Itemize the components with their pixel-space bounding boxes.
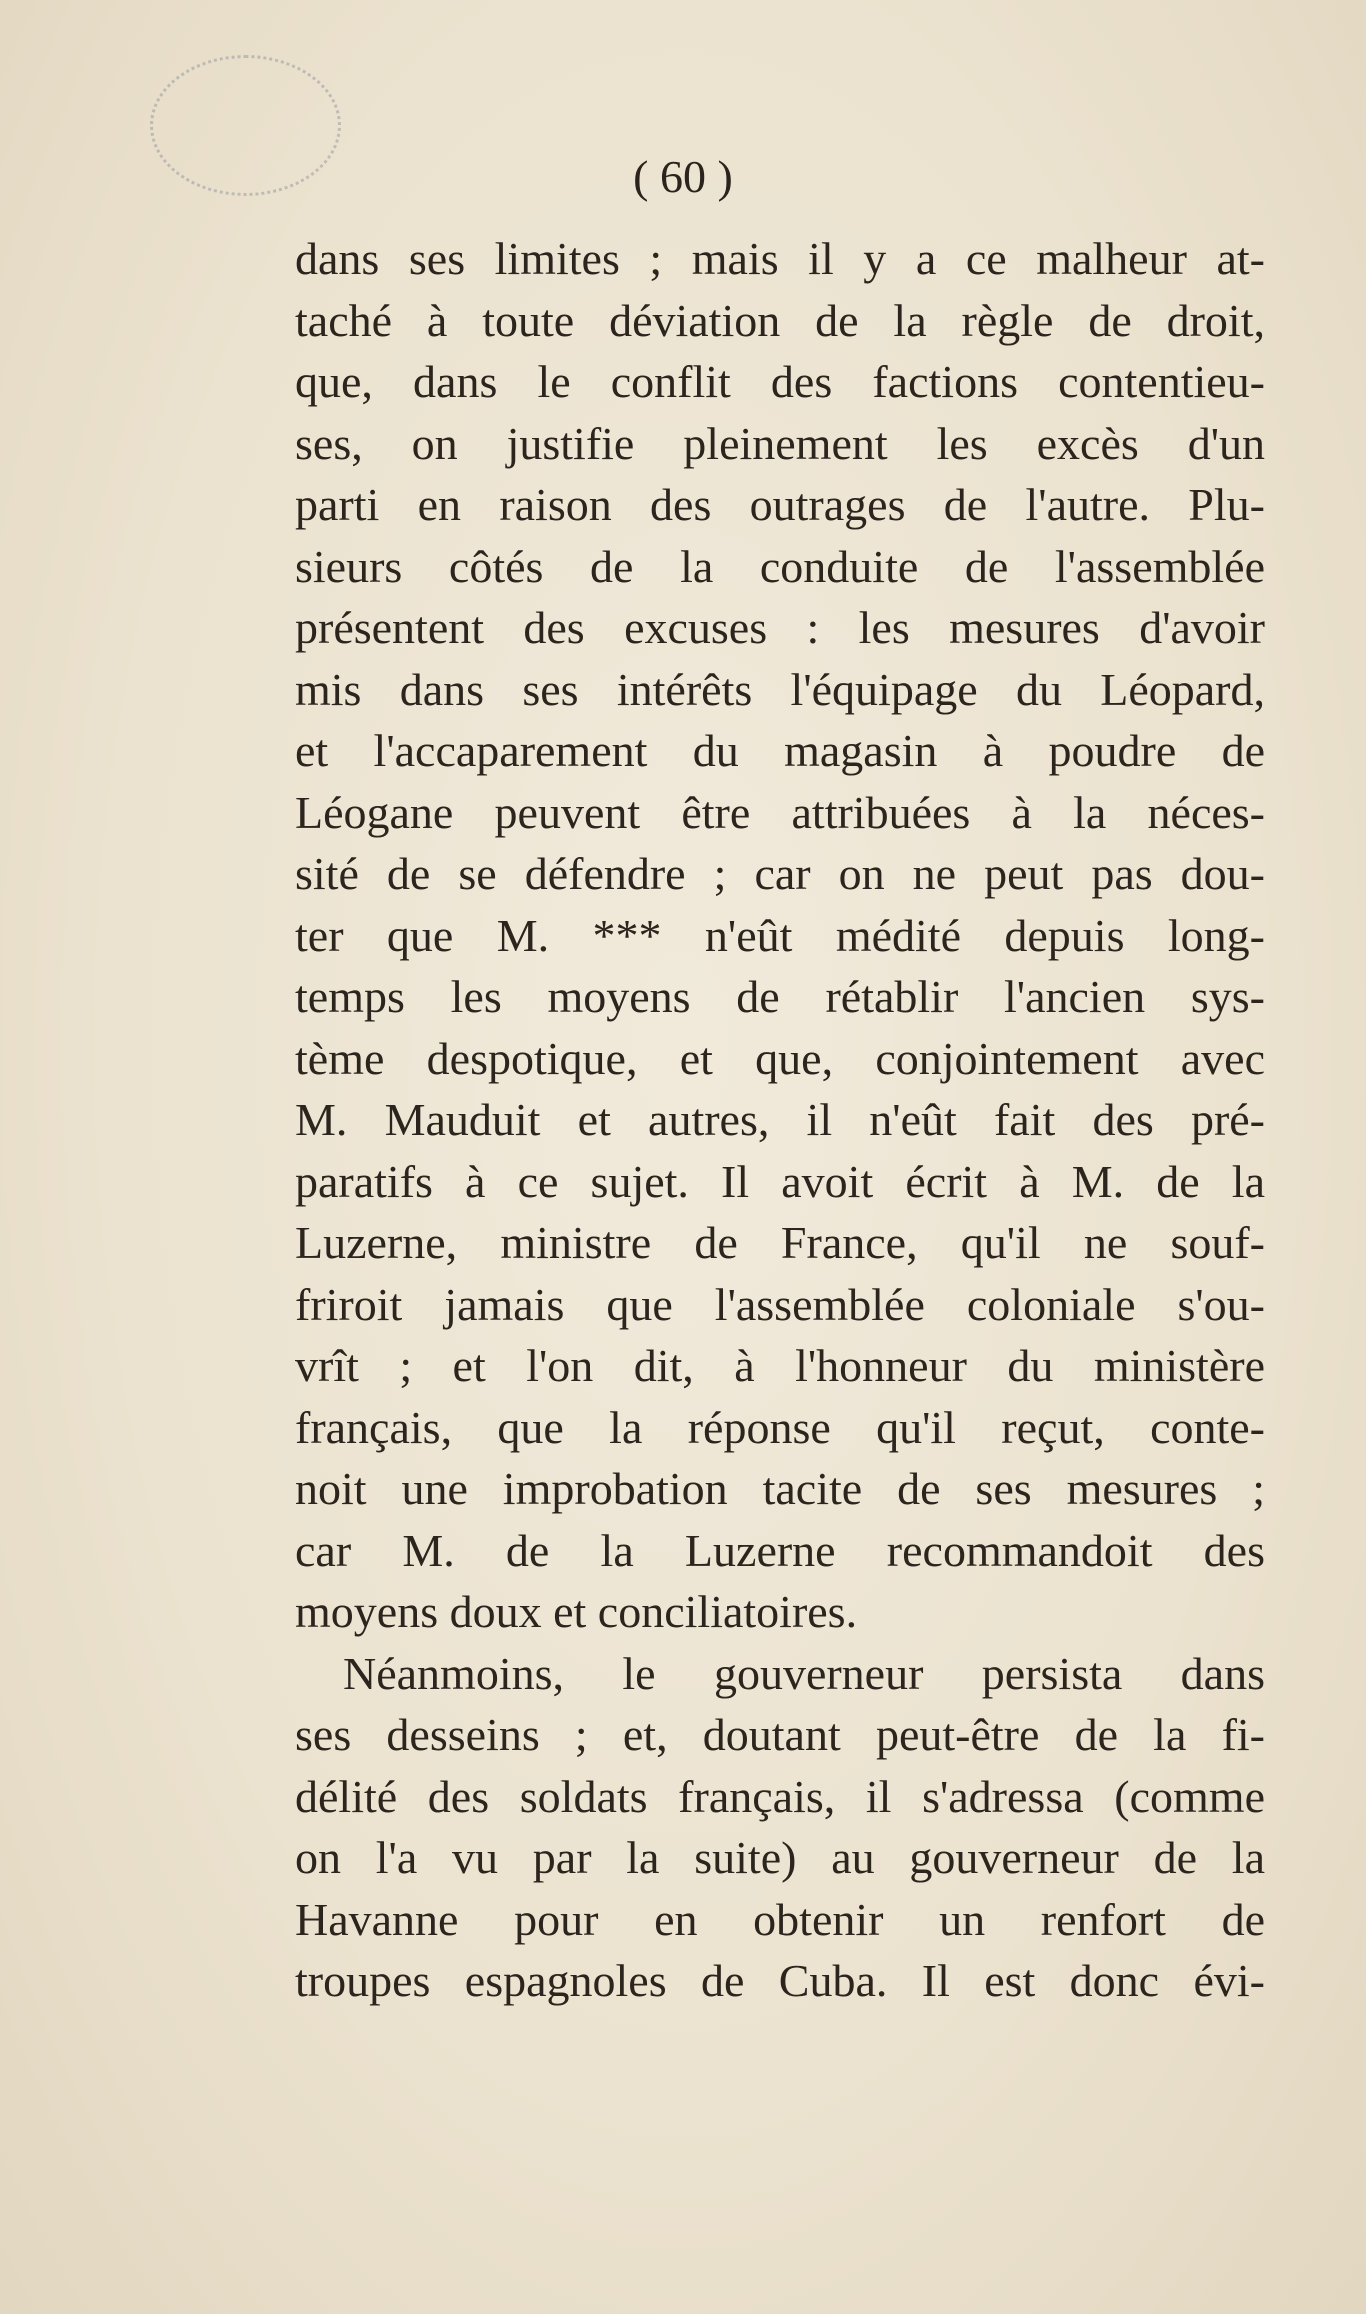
text-line: Havanne pour en obtenir un renfort de bbox=[295, 1893, 1265, 1945]
text-line: tème despotique, et que, conjointement avec bbox=[295, 1032, 1265, 1084]
text-line: dans ses limites ; mais il y a ce malheur at- bbox=[295, 233, 1265, 284]
body-text bbox=[295, 228, 1265, 2012]
text-line: sieurs côtés de la conduite de l'assemblée bbox=[295, 540, 1265, 592]
text-line: ses desseins ; et, doutant peut-être de la fi- bbox=[295, 1709, 1265, 1760]
text-line: ses, on justifie pleinement les excès d'un bbox=[295, 417, 1265, 469]
text-line: vrît ; et l'on dit, à l'honneur du ministère bbox=[295, 1340, 1265, 1391]
text-line: parti en raison des outrages de l'autre. Plu- bbox=[295, 479, 1265, 530]
text-line: troupes espagnoles de Cuba. Il est donc évi- bbox=[295, 1955, 1265, 2006]
text-line: M. Mauduit et autres, il n'eût fait des pré- bbox=[295, 1094, 1265, 1145]
page-number: ( 60 ) bbox=[633, 151, 733, 202]
text-line: mis dans ses intérêts l'équipage du Léopard, bbox=[295, 663, 1265, 715]
text-line: friroit jamais que l'assemblée coloniale s'ou- bbox=[295, 1278, 1265, 1330]
text-line: noit une improbation tacite de ses mesures ; bbox=[295, 1463, 1265, 1514]
text-line: car M. de la Luzerne recommandoit des bbox=[295, 1524, 1265, 1576]
text-line: Léogane peuvent être attribuées à la néces- bbox=[295, 786, 1265, 838]
text-line: Luzerne, ministre de France, qu'il ne souf- bbox=[295, 1217, 1265, 1268]
text-line: et l'accaparement du magasin à poudre de bbox=[295, 725, 1265, 776]
text-line: français, que la réponse qu'il reçut, conte- bbox=[295, 1401, 1265, 1453]
text-line: taché à toute déviation de la règle de droit, bbox=[295, 294, 1265, 346]
text-line: sité de se défendre ; car on ne peut pas dou- bbox=[295, 848, 1265, 899]
text-line: temps les moyens de rétablir l'ancien sys- bbox=[295, 971, 1265, 1022]
text-line: on l'a vu par la suite) au gouverneur de la bbox=[295, 1832, 1265, 1883]
text-line: Néanmoins, le gouverneur persista dans bbox=[343, 1647, 1265, 1699]
bottom-margin bbox=[0, 2240, 1366, 2280]
text-line: moyens doux et conciliatoires. bbox=[295, 1586, 858, 1637]
text-line: que, dans le conflit des factions contentieu- bbox=[295, 356, 1265, 407]
text-line: délité des soldats français, il s'adressa (comme bbox=[295, 1770, 1265, 1822]
text-line: paratifs à ce sujet. Il avoit écrit à M. de la bbox=[295, 1155, 1265, 1207]
text-line: présentent des excuses : les mesures d'avoir bbox=[295, 602, 1265, 653]
text-line: ter que M. *** n'eût médité depuis long- bbox=[295, 909, 1265, 961]
